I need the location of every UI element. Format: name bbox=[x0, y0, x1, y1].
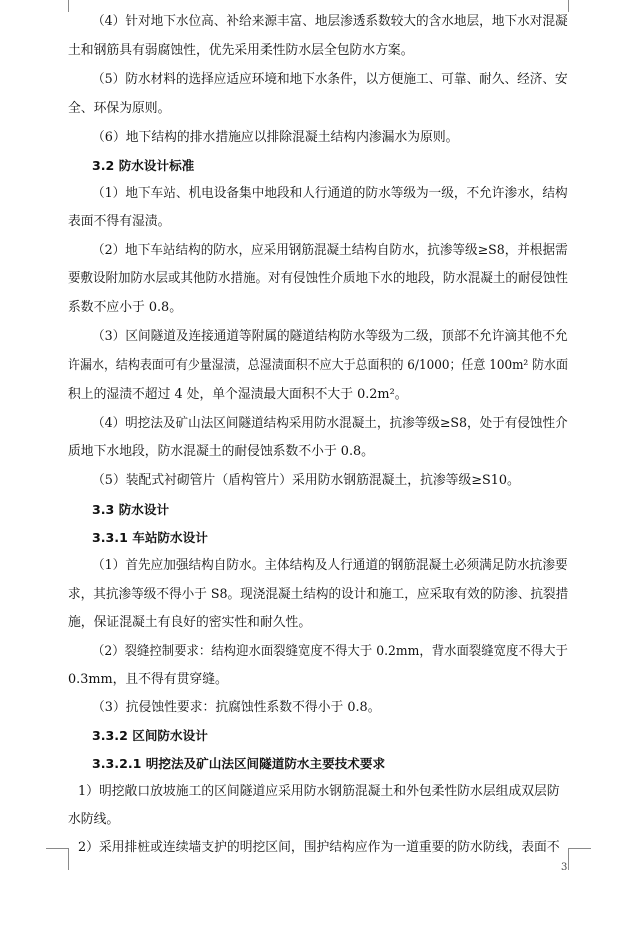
paragraph-line: （2）地下车站结构的防水，应采用钢筋混凝土结构自防水，抗渗等级≥S8，并根据需 bbox=[92, 243, 568, 258]
paragraph-line: 求，其抗渗等级不得小于 S8。现浇混凝土结构的设计和施工，应采取有效的防渗、抗裂措 bbox=[68, 587, 569, 602]
subsection-heading: 3.3.1 车站防水设计 bbox=[92, 530, 208, 545]
subsubsection-heading: 3.3.2.1 明挖法及矿山法区间隧道防水主要技术要求 bbox=[92, 756, 386, 771]
crop-mark-bottom-right-vertical bbox=[568, 848, 569, 870]
paragraph-line: 1）明挖敞口放坡施工的区间隧道应采用防水钢筋混凝土和外包柔性防水层组成双层防 bbox=[78, 784, 560, 799]
paragraph-line: 水防线。 bbox=[68, 812, 120, 827]
paragraph-line: 土和钢筋具有弱腐蚀性，优先采用柔性防水层全包防水方案。 bbox=[68, 43, 414, 58]
paragraph-line: 系数不应小于 0.8。 bbox=[68, 300, 182, 315]
crop-mark-bottom-left-vertical bbox=[68, 848, 69, 870]
subsection-heading: 3.3.2 区间防水设计 bbox=[92, 728, 208, 743]
paragraph-line: 表面不得有湿渍。 bbox=[68, 214, 171, 229]
crop-mark-bottom-right-horizontal bbox=[568, 848, 591, 849]
crop-mark-bottom-left-horizontal bbox=[46, 848, 69, 849]
crop-mark-top-right-vertical bbox=[568, 0, 569, 12]
paragraph-line: （3）抗侵蚀性要求：抗腐蚀性系数不得小于 0.8。 bbox=[92, 700, 381, 715]
paragraph-line: （1）地下车站、机电设备集中地段和人行通道的防水等级为一级，不允许渗水，结构 bbox=[92, 186, 568, 201]
paragraph-line: （2）裂缝控制要求：结构迎水面裂缝宽度不得大于 0.2mm，背水面裂缝宽度不得大于 bbox=[92, 644, 568, 659]
section-heading: 3.3 防水设计 bbox=[92, 502, 170, 517]
paragraph-line: 质地下水地段，防水混凝土的耐侵蚀系数不小于 0.8。 bbox=[68, 444, 374, 459]
crop-mark-top-left-vertical bbox=[68, 0, 69, 12]
paragraph-line: 施，保证混凝土有良好的密实性和耐久性。 bbox=[68, 615, 312, 630]
paragraph-line: （6）地下结构的排水措施应以排除混凝土结构内渗漏水为原则。 bbox=[92, 130, 459, 145]
paragraph-line: 全、环保为原则。 bbox=[68, 101, 171, 116]
page-number: 3 bbox=[561, 862, 568, 873]
paragraph-line: （5）装配式衬砌管片（盾构管片）采用防水钢筋混凝土，抗渗等级≥S10。 bbox=[92, 473, 520, 488]
paragraph-line: 积上的湿渍不超过 4 处，单个湿渍最大面积不大于 0.2m²。 bbox=[68, 387, 408, 402]
paragraph-line: （3）区间隧道及连接通道等附属的隧道结构防水等级为二级，顶部不允许滴其他不允 bbox=[92, 329, 568, 344]
paragraph-line: 要敷设附加防水层或其他防水措施。对有侵蚀性介质地下水的地段，防水混凝土的耐侵蚀性 bbox=[68, 271, 568, 286]
paragraph-line: （1）首先应加强结构自防水。主体结构及人行通道的钢筋混凝土必须满足防水抗渗要 bbox=[92, 558, 568, 573]
section-heading: 3.2 防水设计标准 bbox=[92, 158, 195, 173]
paragraph-line: （4）明挖法及矿山法区间隧道结构采用防水混凝土，抗渗等级≥S8，处于有侵蚀性介 bbox=[92, 416, 568, 431]
paragraph-line: （5）防水材料的选择应适应环境和地下水条件，以方便施工、可靠、耐久、经济、安 bbox=[92, 72, 568, 87]
paragraph-line: （4）针对地下水位高、补给来源丰富、地层渗透系数较大的含水地层，地下水对混凝 bbox=[92, 14, 568, 29]
paragraph-line: 0.3mm，且不得有贯穿缝。 bbox=[68, 672, 228, 687]
paragraph-line: 许漏水，结构表面可有少量湿渍，总湿渍面积不应大于总面积的 6/1000；任意 100m² 防水面 bbox=[68, 358, 568, 373]
paragraph-line: 2）采用排桩或连续墙支护的明挖区间，围护结构应作为一道重要的防水防线，表面不 bbox=[78, 840, 560, 855]
